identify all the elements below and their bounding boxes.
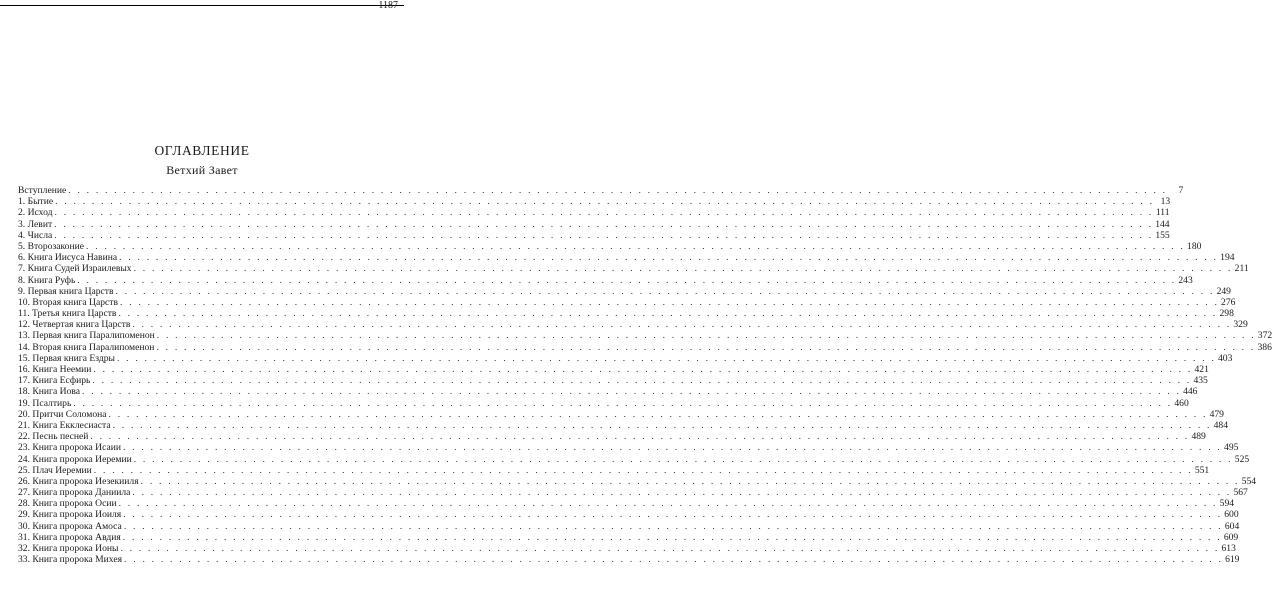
toc-entry-label: 19. Псалтирь <box>18 397 72 409</box>
section-subtitle: Ветхий Завет <box>166 163 238 177</box>
toc-entry-label: 2. Исход <box>18 207 53 219</box>
page-top-rule <box>0 0 404 11</box>
toc-entry-page: 600 <box>1224 509 1239 521</box>
toc-entry <box>18 431 1206 443</box>
toc-entry-page: 155 <box>1155 229 1170 241</box>
toc-entry-page: 329 <box>1233 319 1248 331</box>
toc-entry-page: 525 <box>1234 453 1250 465</box>
toc-entry-label: 20. Притчи Соломона <box>18 408 107 420</box>
toc-entry <box>18 520 1240 532</box>
dot-leader: . . . . . . . . . . . . . . . . . . . . . . . . . . . . . . . . . . . . . . . . . . . . . . . . . . . . . . . . . . . . . . . . . . . . . . . . . . . . . . . . . . . . . . . . . . . . . . . . . . . . . . . . . . . . . . . . . . . . . . . . <box>55 196 1155 208</box>
toc-entry-label: 11. Третья книга Царств <box>18 308 117 320</box>
toc-entry-page: 276 <box>1221 296 1236 308</box>
dot-leader: . . . . . . . . . . . . . . . . . . . . . . . . . . . . . . . . . . . . . . . . . . . . . . . . . . . . . . . . . . . . . . . . . . . . . . . . . . . . . . . . . . . . . . . . . . . . . . . . . . . . . . . . . . . . . . . . . . . . . . . . <box>156 330 1256 342</box>
toc-entry <box>18 364 1209 375</box>
dot-leader: . . . . . . . . . . . . . . . . . . . . . . . . . . . . . . . . . . . . . . . . . . . . . . . . . . . . . . . . . . . . . . . . . . . . . . . . . . . . . . . . . . . . . . . . . . . . . . . . . . . . . . . . . . . . . . . . . . . . . . . . <box>54 218 1154 230</box>
toc-entry-page: 554 <box>1241 475 1257 487</box>
toc-entry-page: 180 <box>1187 240 1202 252</box>
toc-entry-label: 32. Книга пророка Ионы <box>18 543 119 554</box>
dot-leader: . . . . . . . . . . . . . . . . . . . . . . . . . . . . . . . . . . . . . . . . . . . . . . . . . . . . . . . . . . . . . . . . . . . . . . . . . . . . . . . . . . . . . . . . . . . . . . . . . . . . . . . . . . . . . . . . . . . . . . . . <box>90 431 1190 443</box>
dot-leader: . . . . . . . . . . . . . . . . . . . . . . . . . . . . . . . . . . . . . . . . . . . . . . . . . . . . . . . . . . . . . . . . . . . . . . . . . . . . . . . . . . . . . . . . . . . . . . . . . . . . . . . . . . . . . . . . . . . . . . . . <box>156 341 1256 353</box>
toc-entry-label: 15. Первая книга Ездры <box>18 352 115 364</box>
dot-leader: . . . . . . . . . . . . . . . . . . . . . . . . . . . . . . . . . . . . . . . . . . . . . . . . . . . . . . . . . . . . . . . . . . . . . . . . . . . . . . . . . . . . . . . . . . . . . . . . . . . . . . . . . . . . . . . . . . . . . . . . <box>73 397 1173 409</box>
dot-leader: . . . . . . . . . . . . . . . . . . . . . . . . . . . . . . . . . . . . . . . . . . . . . . . . . . . . . . . . . . . . . . . . . . . . . . . . . . . . . . . . . . . . . . . . . . . . . . . . . . . . . . . . . . . . . . . . . . . . . . . . <box>93 364 1193 375</box>
toc-entry <box>18 531 1239 543</box>
toc-entry <box>18 207 1170 219</box>
toc-entry <box>18 419 1229 431</box>
toc-entry-label: 29. Книга пророка Иоиля <box>18 509 122 521</box>
dot-leader: . . . . . . . . . . . . . . . . . . . . . . . . . . . . . . . . . . . . . . . . . . . . . . . . . . . . . . . . . . . . . . . . . . . . . . . . . . . . . . . . . . . . . . . . . . . . . . . . . . . . . . . . . . . . . . . . . . . . . . . . <box>115 285 1215 297</box>
toc-entry-label: 25. Плач Иеремии <box>18 464 92 476</box>
toc-entry-page: 594 <box>1219 498 1235 510</box>
toc-entry-page: 386 <box>1257 341 1272 353</box>
toc-entry-page: 460 <box>1174 397 1189 409</box>
dot-leader: . . . . . . . . . . . . . . . . . . . . . . . . . . . . . . . . . . . . . . . . . . . . . . . . . . . . . . . . . . . . . . . . . . . . . . . . . . . . . . . . . . . . . . . . . . . . . . . . . . . . . . . . . . . . . . . . . . . . . . . . <box>124 554 1224 566</box>
toc-entry-page: 609 <box>1223 531 1239 543</box>
toc-entry <box>18 341 1272 353</box>
dot-leader: . . . . . . . . . . . . . . . . . . . . . . . . . . . . . . . . . . . . . . . . . . . . . . . . . . . . . . . . . . . . . . . . . . . . . . . . . . . . . . . . . . . . . . . . . . . . . . . . . . . . . . . . . . . . . . . . . . . . . . . . <box>77 274 1177 286</box>
toc-entry-label: 24. Книга пророка Иеремии <box>18 453 132 465</box>
toc-entry-label: 23. Книга пророка Исаии <box>18 442 121 454</box>
toc-entry-label: 8. Книга Руфь <box>18 274 76 286</box>
toc-entry-page: 13 <box>1160 196 1171 208</box>
toc-entry <box>18 296 1236 308</box>
toc-entry-label: 14. Вторая книга Паралипоменон <box>18 341 155 353</box>
toc-entry-label: 4. Числа <box>18 229 53 241</box>
dot-leader: . . . . . . . . . . . . . . . . . . . . . . . . . . . . . . . . . . . . . . . . . . . . . . . . . . . . . . . . . . . . . . . . . . . . . . . . . . . . . . . . . . . . . . . . . . . . . . . . . . . . . . . . . . . . . . . . . . . . . . . . <box>68 185 1168 196</box>
toc-entry-page: 194 <box>1220 252 1235 264</box>
dot-leader: . . . . . . . . . . . . . . . . . . . . . . . . . . . . . . . . . . . . . . . . . . . . . . . . . . . . . . . . . . . . . . . . . . . . . . . . . . . . . . . . . . . . . . . . . . . . . . . . . . . . . . . . . . . . . . . . . . . . . . . . <box>123 509 1223 521</box>
toc-entry <box>18 442 1239 454</box>
dot-leader: . . . . . . . . . . . . . . . . . . . . . . . . . . . . . . . . . . . . . . . . . . . . . . . . . . . . . . . . . . . . . . . . . . . . . . . . . . . . . . . . . . . . . . . . . . . . . . . . . . . . . . . . . . . . . . . . . . . . . . . . <box>140 475 1240 487</box>
toc-entry-page: 403 <box>1218 352 1233 364</box>
toc-entry-page: 111 <box>1155 207 1170 219</box>
toc-entry-label: 33. Книга пророка Михея <box>18 554 123 566</box>
toc-entry <box>18 274 1193 286</box>
toc-entry <box>18 386 1198 398</box>
toc-entry <box>18 397 1189 409</box>
dot-leader: . . . . . . . . . . . . . . . . . . . . . . . . . . . . . . . . . . . . . . . . . . . . . . . . . . . . . . . . . . . . . . . . . . . . . . . . . . . . . . . . . . . . . . . . . . . . . . . . . . . . . . . . . . . . . . . . . . . . . . . . <box>120 296 1220 308</box>
toc-entry-label: 17. Книга Есфирь <box>18 375 91 387</box>
toc-entry-page: 613 <box>1221 543 1236 554</box>
dot-leader: . . . . . . . . . . . . . . . . . . . . . . . . . . . . . . . . . . . . . . . . . . . . . . . . . . . . . . . . . . . . . . . . . . . . . . . . . . . . . . . . . . . . . . . . . . . . . . . . . . . . . . . . . . . . . . . . . . . . . . . . <box>108 408 1208 420</box>
dot-leader: . . . . . . . . . . . . . . . . . . . . . . . . . . . . . . . . . . . . . . . . . . . . . . . . . . . . . . . . . . . . . . . . . . . . . . . . . . . . . . . . . . . . . . . . . . . . . . . . . . . . . . . . . . . . . . . . . . . . . . . . <box>86 240 1186 252</box>
toc-entry <box>18 487 1248 499</box>
toc-entry-label: 28. Книга пророка Осии <box>18 498 117 510</box>
toc-entry <box>18 408 1224 420</box>
toc-entry-page: 551 <box>1194 464 1210 476</box>
toc-entry <box>18 308 1234 320</box>
toc-entry-page: 446 <box>1183 386 1198 398</box>
toc-entry-label: 18. Книга Иова <box>18 386 81 398</box>
toc-entry-page: 604 <box>1224 520 1240 532</box>
toc-entry-page: 211 <box>1234 263 1249 275</box>
dot-leader: . . . . . . . . . . . . . . . . . . . . . . . . . . . . . . . . . . . . . . . . . . . . . . . . . . . . . . . . . . . . . . . . . . . . . . . . . . . . . . . . . . . . . . . . . . . . . . . . . . . . . . . . . . . . . . . . . . . . . . . . <box>93 464 1193 476</box>
toc-entry <box>18 196 1171 208</box>
dot-leader: . . . . . . . . . . . . . . . . . . . . . . . . . . . . . . . . . . . . . . . . . . . . . . . . . . . . . . . . . . . . . . . . . . . . . . . . . . . . . . . . . . . . . . . . . . . . . . . . . . . . . . . . . . . . . . . . . . . . . . . . <box>122 442 1223 454</box>
dot-leader: . . . . . . . . . . . . . . . . . . . . . . . . . . . . . . . . . . . . . . . . . . . . . . . . . . . . . . . . . . . . . . . . . . . . . . . . . . . . . . . . . . . . . . . . . . . . . . . . . . . . . . . . . . . . . . . . . . . . . . . . <box>54 229 1154 241</box>
toc-entry <box>18 240 1202 252</box>
dot-leader: . . . . . . . . . . . . . . . . . . . . . . . . . . . . . . . . . . . . . . . . . . . . . . . . . . . . . . . . . . . . . . . . . . . . . . . . . . . . . . . . . . . . . . . . . . . . . . . . . . . . . . . . . . . . . . . . . . . . . . . . <box>132 319 1232 331</box>
toc-entry-label: 13. Первая книга Паралипоменон <box>18 330 155 342</box>
toc-entry <box>18 475 1257 487</box>
toc-entry-page: 7 <box>1178 185 1184 196</box>
toc-entry-label: 21. Книга Екклесиаста <box>18 419 111 431</box>
dot-leader: . . . . . . . . . . . . . . . . . . . . . . . . . . . . . . . . . . . . . . . . . . . . . . . . . . . . . . . . . . . . . . . . . . . . . . . . . . . . . . . . . . . . . . . . . . . . . . . . . . . . . . . . . . . . . . . . . . . . . . . . <box>119 252 1219 264</box>
toc-entry <box>18 218 1170 230</box>
toc-entry-label: 30. Книга пророка Амоса <box>18 520 122 532</box>
toc-entry <box>18 252 1235 264</box>
toc-entry <box>18 229 1170 241</box>
dot-leader: . . . . . . . . . . . . . . . . . . . . . . . . . . . . . . . . . . . . . . . . . . . . . . . . . . . . . . . . . . . . . . . . . . . . . . . . . . . . . . . . . . . . . . . . . . . . . . . . . . . . . . . . . . . . . . . . . . . . . . . . <box>123 520 1223 532</box>
dot-leader: . . . . . . . . . . . . . . . . . . . . . . . . . . . . . . . . . . . . . . . . . . . . . . . . . . . . . . . . . . . . . . . . . . . . . . . . . . . . . . . . . . . . . . . . . . . . . . . . . . . . . . . . . . . . . . . . . . . . . . . . <box>112 419 1212 431</box>
dot-leader: . . . . . . . . . . . . . . . . . . . . . . . . . . . . . . . . . . . . . . . . . . . . . . . . . . . . . . . . . . . . . . . . . . . . . . . . . . . . . . . . . . . . . . . . . . . . . . . . . . . . . . . . . . . . . . . . . . . . . . . . <box>82 386 1182 398</box>
toc-entry <box>18 375 1208 387</box>
toc-entry-page: 435 <box>1193 375 1208 387</box>
toc-entry-page: 144 <box>1155 218 1170 230</box>
toc-entry-page: 567 <box>1233 487 1248 499</box>
dot-leader: . . . . . . . . . . . . . . . . . . . . . . . . . . . . . . . . . . . . . . . . . . . . . . . . . . . . . . . . . . . . . . . . . . . . . . . . . . . . . . . . . . . . . . . . . . . . . . . . . . . . . . . . . . . . . . . . . . . . . . . . <box>133 263 1233 275</box>
toc-entry-page: 479 <box>1209 408 1224 420</box>
toc-entry <box>18 185 1184 196</box>
toc-entry <box>18 352 1233 364</box>
dot-leader: . . . . . . . . . . . . . . . . . . . . . . . . . . . . . . . . . . . . . . . . . . . . . . . . . . . . . . . . . . . . . . . . . . . . . . . . . . . . . . . . . . . . . . . . . . . . . . . . . . . . . . . . . . . . . . . . . . . . . . . . <box>54 207 1154 219</box>
dot-leader: . . . . . . . . . . . . . . . . . . . . . . . . . . . . . . . . . . . . . . . . . . . . . . . . . . . . . . . . . . . . . . . . . . . . . . . . . . . . . . . . . . . . . . . . . . . . . . . . . . . . . . . . . . . . . . . . . . . . . . . . <box>92 375 1192 387</box>
toc-entry <box>18 554 1240 566</box>
toc-entry <box>18 263 1249 275</box>
toc-entry-label: 1. Бытие <box>18 196 54 208</box>
toc-entry-label: 3. Левит <box>18 218 53 230</box>
toc-entry <box>18 498 1235 510</box>
toc-entry-label: 27. Книга пророка Даниила <box>18 487 131 499</box>
toc-entry-label: Вступление <box>18 185 67 196</box>
toc-entry-label: 7. Книга Судей Израилевых <box>18 263 132 275</box>
toc-entry-page: 484 <box>1213 419 1229 431</box>
toc-entry-label: 9. Первая книга Царств <box>18 285 114 297</box>
dot-leader: . . . . . . . . . . . . . . . . . . . . . . . . . . . . . . . . . . . . . . . . . . . . . . . . . . . . . . . . . . . . . . . . . . . . . . . . . . . . . . . . . . . . . . . . . . . . . . . . . . . . . . . . . . . . . . . . . . . . . . . . <box>118 308 1218 320</box>
dot-leader: . . . . . . . . . . . . . . . . . . . . . . . . . . . . . . . . . . . . . . . . . . . . . . . . . . . . . . . . . . . . . . . . . . . . . . . . . . . . . . . . . . . . . . . . . . . . . . . . . . . . . . . . . . . . . . . . . . . . . . . . <box>118 498 1218 510</box>
dot-leader: . . . . . . . . . . . . . . . . . . . . . . . . . . . . . . . . . . . . . . . . . . . . . . . . . . . . . . . . . . . . . . . . . . . . . . . . . . . . . . . . . . . . . . . . . . . . . . . . . . . . . . . . . . . . . . . . . . . . . . . . <box>133 453 1233 465</box>
toc-entry-page: 619 <box>1225 554 1240 566</box>
toc-entry-label: 31. Книга пророка Авдия <box>18 531 121 543</box>
toc-entry-page: 372 <box>1257 330 1272 342</box>
toc-entry-label: 26. Книга пророка Иезекииля <box>18 475 139 487</box>
toc-entry <box>18 285 1231 297</box>
toc-entry-page: 243 <box>1178 274 1193 286</box>
page-title: ОГЛАВЛЕНИЕ <box>154 143 250 158</box>
dot-leader: . . . . . . . . . . . . . . . . . . . . . . . . . . . . . . . . . . . . . . . . . . . . . . . . . . . . . . . . . . . . . . . . . . . . . . . . . . . . . . . . . . . . . . . . . . . . . . . . . . . . . . . . . . . . . . . . . . . . . . . . <box>116 352 1216 364</box>
table-of-contents <box>18 185 1272 566</box>
toc-entry <box>18 464 1210 476</box>
toc-entry-label: 16. Книга Неемии <box>18 364 92 375</box>
toc-entry <box>18 543 1236 554</box>
toc-entry <box>18 330 1272 342</box>
toc-entry-label: 6. Книга Иисуса Навина <box>18 252 118 264</box>
toc-entry <box>18 509 1239 521</box>
toc-entry-page: 495 <box>1224 442 1239 454</box>
toc-entry <box>18 453 1250 465</box>
toc-entry-label: 5. Второзаконие <box>18 240 84 252</box>
toc-entry-page: 298 <box>1219 308 1234 320</box>
dot-leader: . . . . . . . . . . . . . . . . . . . . . . . . . . . . . . . . . . . . . . . . . . . . . . . . . . . . . . . . . . . . . . . . . . . . . . . . . . . . . . . . . . . . . . . . . . . . . . . . . . . . . . . . . . . . . . . . . . . . . . . . <box>122 531 1222 543</box>
toc-entry <box>18 319 1248 331</box>
toc-entry-label: 12. Четвертая книга Царств <box>18 319 131 331</box>
page-number: 1187 <box>378 0 398 11</box>
toc-entry-label: 10. Вторая книга Царств <box>18 296 119 308</box>
toc-entry-page: 249 <box>1216 285 1231 297</box>
toc-entry-page: 421 <box>1194 364 1209 375</box>
dot-leader: . . . . . . . . . . . . . . . . . . . . . . . . . . . . . . . . . . . . . . . . . . . . . . . . . . . . . . . . . . . . . . . . . . . . . . . . . . . . . . . . . . . . . . . . . . . . . . . . . . . . . . . . . . . . . . . . . . . . . . . . <box>120 543 1220 554</box>
toc-entry-page: 489 <box>1191 431 1206 443</box>
toc-entry-label: 22. Песнь песней <box>18 431 89 443</box>
dot-leader: . . . . . . . . . . . . . . . . . . . . . . . . . . . . . . . . . . . . . . . . . . . . . . . . . . . . . . . . . . . . . . . . . . . . . . . . . . . . . . . . . . . . . . . . . . . . . . . . . . . . . . . . . . . . . . . . . . . . . . . . <box>132 487 1232 499</box>
